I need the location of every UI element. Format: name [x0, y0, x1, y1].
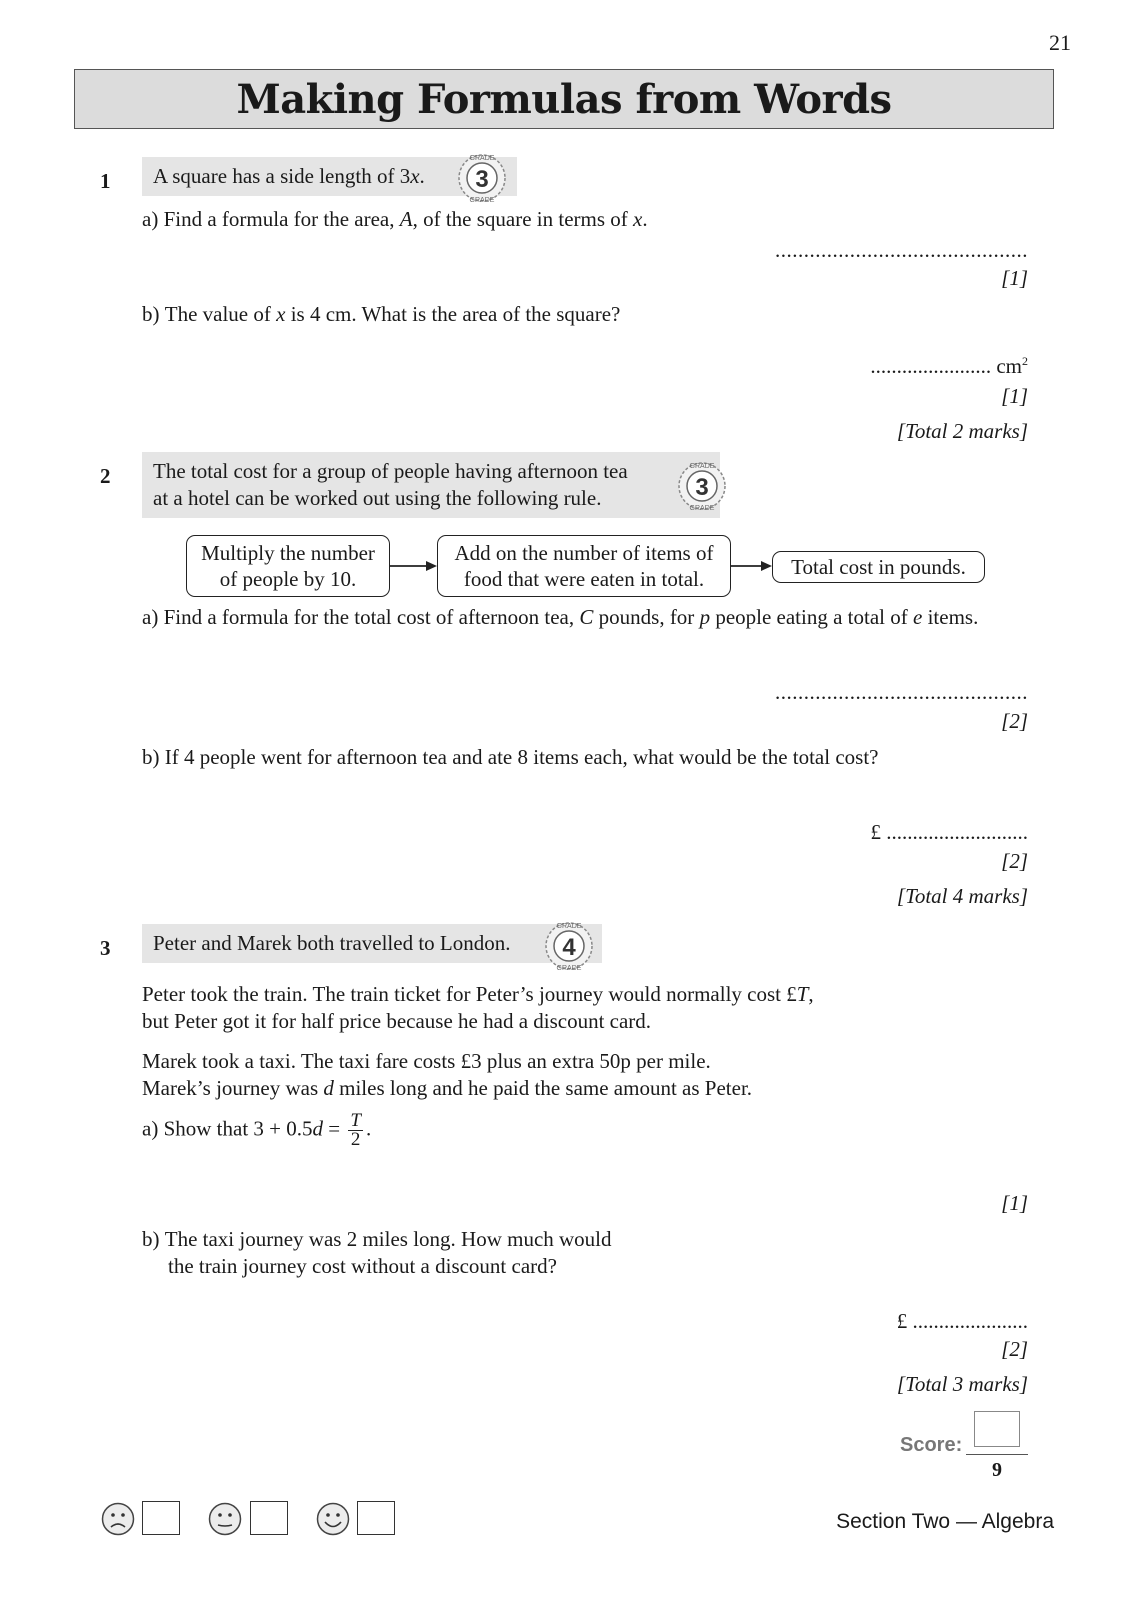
- question-intro: Peter and Marek both travelled to London.: [142, 924, 602, 963]
- page-title: Making Formulas from Words: [236, 75, 892, 123]
- marks-label: [1]: [1001, 1191, 1028, 1215]
- answer-line[interactable]: ............................................: [775, 238, 1028, 262]
- happy-face-icon: [316, 1502, 350, 1536]
- marks-label: [2]: [1001, 1337, 1028, 1361]
- svg-text:GRADE: GRADE: [556, 923, 582, 930]
- flow-step-result: Total cost in pounds.: [772, 551, 985, 583]
- question-part-a: a) Find a formula for the area, A, of the square in terms of x.: [142, 207, 648, 231]
- total-marks-label: [Total 3 marks]: [896, 1372, 1028, 1396]
- section-footer: Section Two — Algebra: [836, 1510, 1054, 1533]
- flow-step-add: Add on the number of items of food that were eaten in total.: [437, 535, 731, 597]
- fraction: $\frac{T}{2}$: [350, 1110, 361, 1150]
- question-part-a: a) Find a formula for the total cost of afternoon tea, C pounds, for p people eating a total of e items.: [142, 605, 979, 629]
- score-divider: [966, 1454, 1028, 1455]
- svg-text:GRADE: GRADE: [469, 197, 495, 204]
- neutral-checkbox[interactable]: [250, 1501, 288, 1535]
- answer-line-currency[interactable]: £ ...........................: [870, 820, 1028, 844]
- score-label: Score:: [900, 1434, 963, 1456]
- answer-line-currency[interactable]: £ ......................: [896, 1309, 1028, 1333]
- sad-face-icon: [101, 1502, 135, 1536]
- marks-label: [1]: [1001, 266, 1028, 290]
- grade-badge-icon: [456, 152, 508, 204]
- score-total: 9: [992, 1459, 1002, 1481]
- total-marks-label: [Total 4 marks]: [896, 884, 1028, 908]
- svg-text:GRADE: GRADE: [689, 505, 715, 512]
- question-intro: A square has a side length of 3x.: [142, 157, 517, 196]
- question-number: 2: [100, 464, 111, 488]
- flow-step-multiply: Multiply the number of people by 10.: [186, 535, 390, 597]
- question-number: 1: [100, 169, 111, 193]
- marks-label: [2]: [1001, 709, 1028, 733]
- svg-text:3: 3: [475, 166, 489, 193]
- happy-checkbox[interactable]: [357, 1501, 395, 1535]
- answer-line-with-unit[interactable]: ....................... $cm^2$: [870, 354, 1028, 378]
- score-input-box[interactable]: [974, 1411, 1020, 1447]
- svg-text:GRADE: GRADE: [469, 155, 495, 162]
- arrow-right-icon: [731, 558, 773, 574]
- question-part-b: b) If 4 people went for afternoon tea and ate 8 items each, what would be the total cost?: [142, 745, 879, 769]
- arrow-right-icon: [390, 558, 438, 574]
- question-part-b: b) The value of x is 4 cm. What is the area of the square?: [142, 302, 621, 326]
- marks-label: [1]: [1001, 384, 1028, 408]
- answer-line[interactable]: ............................................: [775, 680, 1028, 704]
- svg-text:3: 3: [695, 474, 709, 501]
- title-banner: [74, 69, 1054, 129]
- question-number: 3: [100, 936, 111, 960]
- question-part-a: a) Show that 3 + 0.5d = $\frac{T}{2}$ .: [142, 1110, 372, 1150]
- svg-text:GRADE: GRADE: [689, 463, 715, 470]
- page-number: 21: [1049, 30, 1071, 55]
- question-part-b: b) The taxi journey was 2 miles long. How much would the train journey cost without a discount card?: [142, 1227, 612, 1278]
- question-paragraph: Peter took the train. The train ticket for Peter’s journey would normally cost £T, but Peter got it for half price because he had a discount card.: [142, 982, 814, 1033]
- total-marks-label: [Total 2 marks]: [896, 419, 1028, 443]
- grade-badge-icon: [543, 920, 595, 972]
- question-paragraph: Marek took a taxi. The taxi fare costs £3 plus an extra 50p per mile. Marek’s journey was d miles long and he paid the same amount as Peter.: [142, 1049, 753, 1100]
- sad-checkbox[interactable]: [142, 1501, 180, 1535]
- question-intro: The total cost for a group of people having afternoon tea at a hotel can be worked out using the following rule.: [142, 452, 720, 518]
- grade-badge-icon: [676, 460, 728, 512]
- svg-text:4: 4: [562, 934, 576, 961]
- neutral-face-icon: [208, 1502, 242, 1536]
- svg-text:GRADE: GRADE: [556, 965, 582, 972]
- marks-label: [2]: [1001, 849, 1028, 873]
